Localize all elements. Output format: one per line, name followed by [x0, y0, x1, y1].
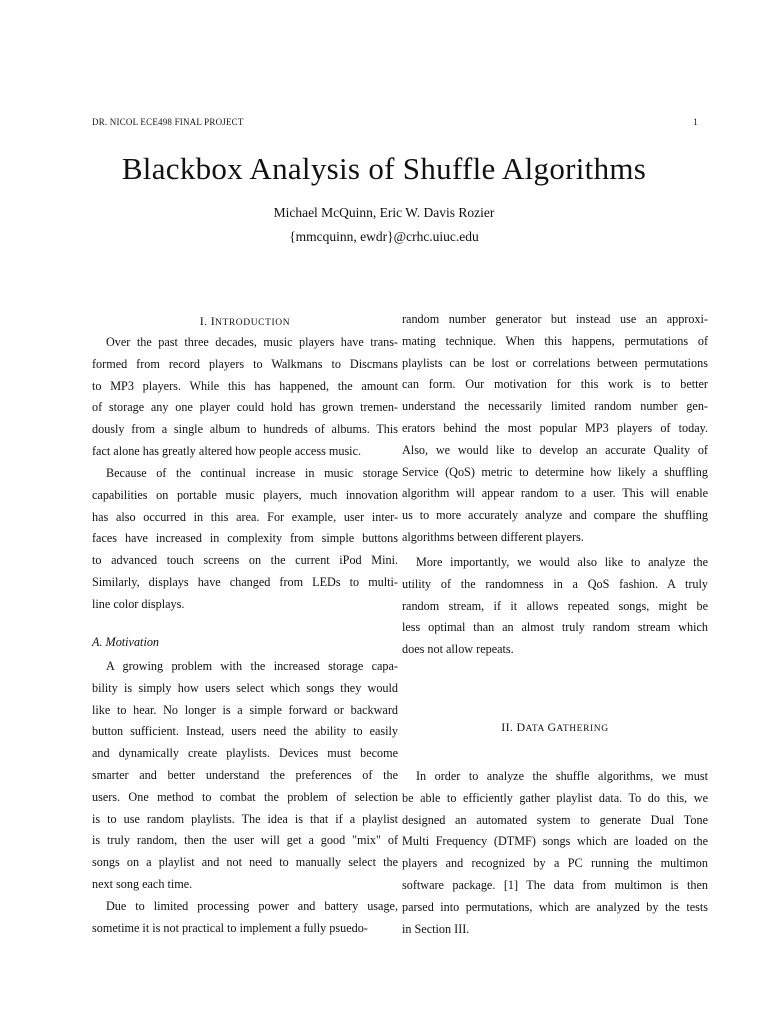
motivation-paragraph-2 [92, 896, 398, 940]
motivation-paragraph-3 [402, 552, 708, 661]
paragraph-line: line color displays. [92, 596, 185, 611]
paragraph-line: mating technique. When this happens, permutations of [402, 333, 708, 348]
paragraph-line: Also, we would like to develop an accurate Quality of [402, 442, 708, 457]
paragraph-line: algorithm will appear random to a user. This will enable [402, 486, 708, 501]
paragraph-line: is to use random playlists. The idea is that if a playlist [92, 811, 398, 826]
paragraph-line: bility is simply how users select which songs they would [92, 680, 398, 695]
paragraph-line: understand the necessarily limited random number gen- [402, 399, 708, 414]
paragraph-line: In order to analyze the shuffle algorithms, we must [416, 769, 708, 783]
paragraph-line: random stream, if it allows repeated songs, might be [402, 598, 708, 613]
paragraph-line: formed from record players to Walkmans to Discmans [92, 356, 398, 371]
paragraph-line: faces have increased in complexity from simple buttons [92, 531, 398, 546]
paragraph-line: parsed into permutations, which are analyzed by the tests [402, 899, 708, 914]
paragraph-line: utility of the randomness in a QoS fashion. A truly [402, 576, 708, 591]
paragraph-line: capabilities on portable music players, much innovation [92, 487, 398, 502]
paragraph-line: Due to limited processing power and battery usage, [106, 899, 398, 913]
paragraph-line: More importantly, we would also like to analyze the [416, 555, 708, 569]
paragraph-line: Service (QoS) metric to determine how likely a shuffling [402, 464, 708, 479]
paragraph-line: random number generator but instead use an approxi- [402, 312, 708, 326]
paragraph-line: Similarly, displays have changed from LEDs to multi- [92, 574, 398, 589]
paragraph-line: next song each time. [92, 876, 193, 891]
paragraph-line: less optimal than an almost truly random stream which [402, 620, 708, 635]
paragraph-line: players and recognized by a PC running the multimon [402, 856, 708, 871]
motivation-paragraph-1 [92, 656, 398, 896]
paragraph-line: erators behind the most popular MP3 players of today. [402, 420, 708, 435]
paragraph-line: A growing problem with the increased storage capa- [106, 659, 398, 673]
page-number: 1 [693, 117, 698, 127]
paragraph-line: to advanced touch screens on the current iPod Mini. [92, 553, 398, 568]
paragraph-line: Multi Frequency (DTMF) songs which are loaded on the [402, 834, 708, 849]
paragraph-line: algorithms between different players. [402, 529, 584, 544]
paper-authors: Michael McQuinn, Eric W. Davis Rozier [273, 205, 495, 220]
paragraph-line: button sufficient. Instead, users need the ability to easily [92, 724, 398, 739]
paragraph-line: of storage any one player could hold has grown tremen- [92, 400, 398, 415]
paragraph-line: fact alone has greatly altered how people access music. [92, 443, 362, 458]
paragraph-line: be able to efficiently gather playlist data. To do this, we [402, 790, 708, 805]
paragraph-line: to MP3 players. While this has happened, the amount [92, 378, 398, 393]
paragraph-line: playlists can be lost or correlations between permutations [402, 355, 708, 370]
running-title: DR. NICOL ECE498 FINAL PROJECT [92, 117, 244, 127]
paragraph-line: smarter and better understand the preferences of the [92, 767, 398, 782]
paragraph-line: is truly random, then the user will get a good "mix" of [92, 833, 398, 848]
paragraph-line: and dynamically create playlists. Devices must become [92, 746, 398, 761]
motivation-continued-paragraph [402, 309, 708, 549]
paragraph-line: does not allow repeats. [402, 642, 514, 657]
paragraph-line: designed an automated system to generate Dual Tone [402, 812, 708, 827]
author-email: {mmcquinn, ewdr}@crhc.uiuc.edu [289, 229, 479, 244]
running-header [92, 117, 698, 127]
subsection-heading-motivation: A. Motivation [92, 635, 160, 649]
paragraph-line: software package. [1] The data from multimon is then [402, 877, 708, 892]
paragraph-line: has also occurred in this area. For example, user inter- [92, 509, 398, 524]
paragraph-line: in Section III. [402, 921, 470, 936]
paragraph-line: users. One method to combat the problem of selection [92, 789, 398, 804]
paragraph-line: can form. Our motivation for this work is to better [402, 377, 708, 392]
paragraph-line: songs on a playlist and not need to manually select the [92, 855, 398, 870]
paragraph-line: Because of the continual increase in music storage [106, 466, 398, 480]
paragraph-line: like to hear. No longer is a simple forward or backward [92, 702, 398, 717]
section-heading-introduction: I. INTRODUCTION [199, 314, 291, 328]
data-gathering-paragraph-1 [402, 766, 708, 940]
paragraph-line: sometime it is not practical to implement a fully psuedo- [92, 920, 368, 935]
intro-paragraph-1 [92, 332, 398, 463]
paragraph-line: us to more accurately analyze and compare the shuffling [402, 508, 708, 523]
intro-paragraph-2 [92, 463, 398, 616]
paragraph-line: dously from a single album to hundreds of albums. This [92, 422, 398, 437]
paragraph-line: Over the past three decades, music players have trans- [106, 335, 398, 349]
paper-title: Blackbox Analysis of Shuffle Algorithms [121, 151, 647, 186]
section-heading-data-gathering: II. DATA GATHERING [501, 720, 609, 734]
